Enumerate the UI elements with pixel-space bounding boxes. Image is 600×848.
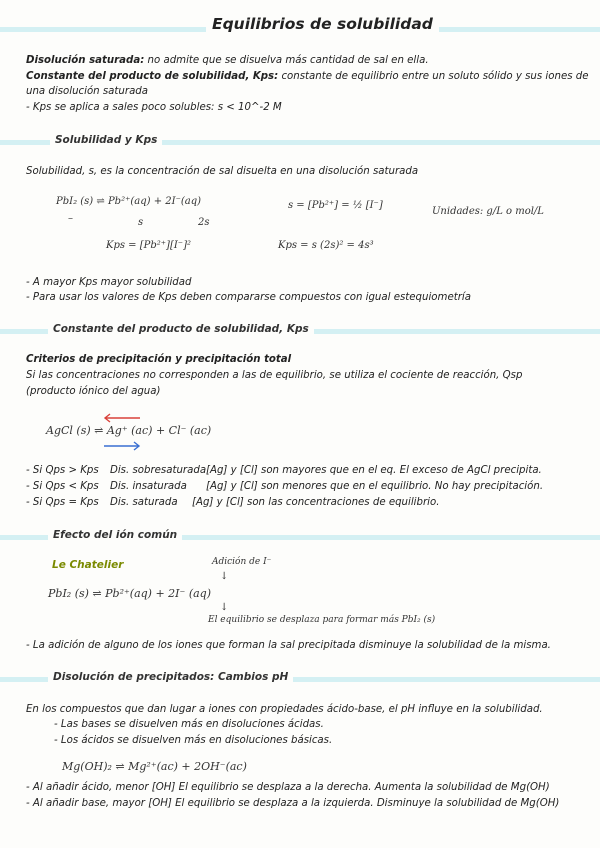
criterio-type: Dis. sobresaturada <box>110 465 207 476</box>
solubilidad-definition: Solubilidad, s, es la concentración de sal disuelta en una disolución saturada <box>26 166 419 177</box>
intro-term-kps: Constante del producto de solubilidad, Kps: <box>26 71 279 82</box>
ph-bullet-base: - Al añadir base, mayor [OH] El equilibrio se desplaza a la izquierda. Disminuye la solubilidad de Mg(OH) <box>26 798 560 809</box>
units-note: Unidades: g/L o mol/L <box>432 206 544 217</box>
criterio-cond: - Si Qps = Kps <box>26 497 99 508</box>
under-2s: 2s <box>198 217 210 228</box>
criterios-line-2: (producto iónico del agua) <box>26 386 161 397</box>
section-heading-kps: Constante del producto de solubilidad, Kps <box>48 323 314 335</box>
under-s: s <box>138 217 144 228</box>
criterio-type: Dis. insaturada <box>110 481 187 492</box>
le-chatelier-label: Le Chatelier <box>52 559 124 571</box>
ph-sub-2: - Los ácidos se disuelven más en disoluciones básicas. <box>54 735 333 746</box>
down-arrow: ↓ <box>220 602 229 613</box>
intro-line-4: - Kps se aplica a sales poco solubles: s < 10^-2 M <box>26 102 282 113</box>
criterio-row <box>26 481 543 492</box>
intro-term-saturada: Disolución saturada: <box>26 55 145 66</box>
page-title: Equilibrios de solubilidad <box>206 15 439 33</box>
section-heading-ion-comun: Efecto del ión común <box>48 529 182 541</box>
down-arrow: ↓ <box>220 571 229 582</box>
criterio-desc: [Ag] y [Cl] son las concentraciones de equilibrio. <box>192 497 440 508</box>
criterios-subheading: Criterios de precipitación y precipitación total <box>26 354 292 365</box>
ph-sub-1: - Las bases se disuelven más en disoluciones ácidas. <box>54 719 324 730</box>
intro-line-2 <box>26 71 589 82</box>
criterio-desc: [Ag] y [Cl] son menores que en el equilibrio. No hay precipitación. <box>206 481 544 492</box>
adicion-label: Adición de I⁻ <box>212 557 272 567</box>
intro-line-1 <box>26 55 429 66</box>
s-expression: s = [Pb²⁺] = ½ [I⁻] <box>288 200 383 211</box>
intro-line-3: una disolución saturada <box>26 86 149 97</box>
intro-def-saturada: no admite que se disuelva más cantidad de sal en ella. <box>144 55 429 66</box>
agcl-reaction: AgCl (s) ⇌ Ag⁺ (ac) + Cl⁻ (ac) <box>46 424 212 437</box>
equilibrium-note: El equilibrio se desplaza para formar más PbI₂ (s) <box>208 615 436 625</box>
under-minus: – <box>68 213 73 224</box>
criterio-row <box>26 465 542 476</box>
ph-bullet-acid: - Al añadir ácido, menor [OH] El equilibrio se desplaza a la derecha. Aumenta la solubilidad de Mg(OH) <box>26 782 550 793</box>
section-heading-ph: Disolución de precipitados: Cambios pH <box>48 671 293 683</box>
kps-s-expression: Kps = s (2s)² = 4s³ <box>278 240 374 251</box>
criterio-row <box>26 497 439 508</box>
pbi2-common-ion-reaction: PbI₂ (s) ⇌ Pb²⁺(aq) + 2I⁻ (aq) <box>48 587 212 600</box>
kps-expression: Kps = [Pb²⁺][I⁻]² <box>106 240 191 251</box>
criterio-cond: - Si Qps < Kps <box>26 481 99 492</box>
ph-line-1: En los compuestos que dan lugar a iones con propiedades ácido-base, el pH influye en la solubilidad. <box>26 704 543 715</box>
section-heading-solubilidad: Solubilidad y Kps <box>50 134 162 146</box>
mgoh2-reaction: Mg(OH)₂ ⇌ Mg²⁺(ac) + 2OH⁻(ac) <box>62 760 247 773</box>
pbi2-reaction: PbI₂ (s) ⇌ Pb²⁺(aq) + 2I⁻(aq) <box>56 196 202 207</box>
intro-def-kps: constante de equilibrio entre un soluto sólido y sus iones de <box>278 71 589 82</box>
criterio-type: Dis. saturada <box>110 497 178 508</box>
bullet-mayor-kps: - A mayor Kps mayor solubilidad <box>26 277 192 288</box>
criterio-desc: [Ag] y [Cl] son mayores que en el eq. El exceso de AgCl precipita. <box>206 465 542 476</box>
bullet-estequiometria: - Para usar los valores de Kps deben compararse compuestos con igual estequiometría <box>26 292 471 303</box>
criterios-line-1: Si las concentraciones no corresponden a las de equilibrio, se utiliza el cociente de reacción, Qsp <box>26 370 523 381</box>
ion-comun-bullet: - La adición de alguno de los iones que forman la sal precipitada disminuye la solubilidad de la misma. <box>26 640 551 651</box>
criterio-cond: - Si Qps > Kps <box>26 465 99 476</box>
